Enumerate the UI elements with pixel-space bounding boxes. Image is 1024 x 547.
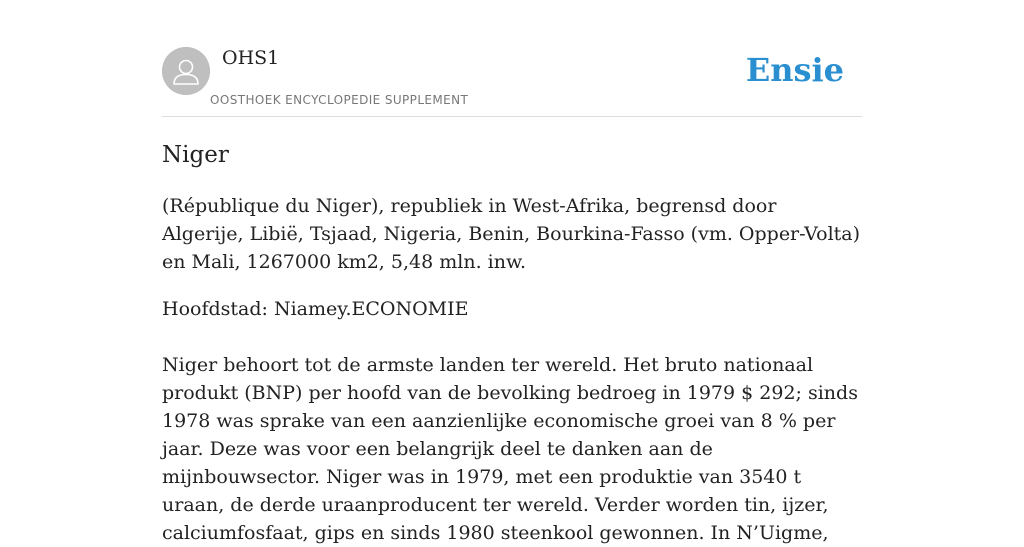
article-paragraph: Niger behoort tot de armste landen ter wereld. Het bruto nationaal produkt (BNP) per hoofd van de bevolking bedroeg in 1979 $ 292; sinds 1978 was sprake van een aanzienlijke economische groei van 8 % per jaar. Deze was voor een belangrijk deel te danken aan de mijnbouwsector. Niger was in 1979, met een produktie van 3540 t uraan, de derde uraanproducent ter wereld. Verder worden tin, ijzer, calciumfosfaat, gips en sinds 1980 steenkool gewonnen. In N’Uigme, [162,354,858,544]
article-header [162,0,862,117]
avatar[interactable] [162,47,210,95]
page-title: Niger [162,142,229,168]
user-icon [162,47,210,95]
article-paragraph: (République du Niger), republiek in West-Afrika, begrensd door Algerije, Libië, Tsjaad, Nigeria, Benin, Bourkina-Fasso (vm. Opper-Volta) en Mali, 1267000 km2, 5,48 mln. inw. [162,195,861,273]
page-container [162,0,862,544]
author-name[interactable]: OHS1 [222,47,280,69]
source-label[interactable]: OOSTHOEK ENCYCLOPEDIE SUPPLEMENT [210,93,469,107]
site-logo[interactable]: Ensie [745,51,844,89]
article-paragraph: Hoofdstad: Niamey.ECONOMIE [162,298,469,320]
